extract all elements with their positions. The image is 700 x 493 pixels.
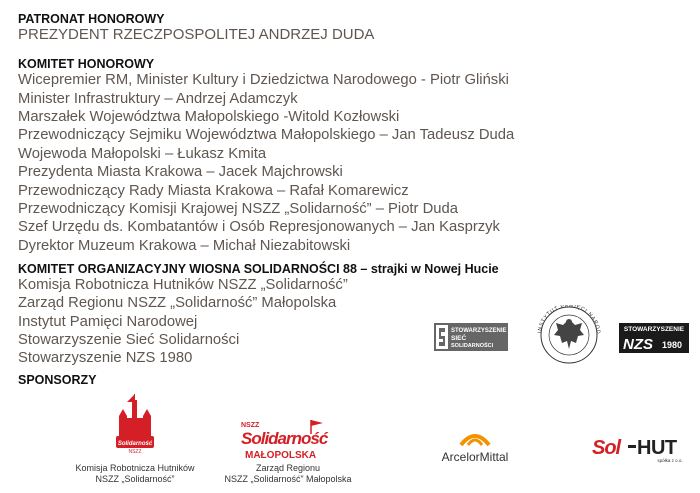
komitet-member: Wojewoda Małopolski – Łukasz Kmita xyxy=(18,146,267,162)
nzs-top: STOWARZYSZENIE xyxy=(623,326,685,333)
patronat-heading: PATRONAT HONOROWY xyxy=(18,12,165,26)
komitet-member: Szef Urzędu ds. Kombatantów i Osób Represjonowanych – Jan Kasprzyk xyxy=(18,219,500,235)
patronat-line: PREZYDENT RZECZPOSPOLITEJ ANDRZEJ DUDA xyxy=(18,26,375,43)
komitet-member: Przewodniczący Rady Miasta Krakowa – Rafał Komarewicz xyxy=(18,183,409,199)
komitet-member: Minister Infrastruktury – Andrzej Adamczyk xyxy=(18,91,298,107)
ipn-logo xyxy=(529,305,609,365)
zr-caption-line1: Zarząd Regionu xyxy=(255,463,321,473)
komitet-heading: KOMITET HONOROWY xyxy=(18,57,155,71)
organizacyjny-member: Stowarzyszenie NZS 1980 xyxy=(18,350,193,366)
siec-line2: SIEĆ xyxy=(451,335,467,342)
komitet-member: Przewodniczący Komisji Krajowej NSZZ „Solidarność” – Piotr Duda xyxy=(18,201,458,217)
komitet-member: Dyrektor Muzeum Krakowa – Michał Niezabitowski xyxy=(18,238,351,254)
zr-nszz: NSZZ xyxy=(241,422,260,429)
krh-caption xyxy=(60,463,210,485)
siec-solidarnosci-logo xyxy=(434,320,508,354)
solhut-small: spółka z o.o. xyxy=(657,458,683,463)
komitet-member: Marszałek Województwa Małopolskiego -Witold Kozłowski xyxy=(18,109,400,125)
organizacyjny-member: Zarząd Regionu NSZZ „Solidarność” Małopolska xyxy=(18,295,337,311)
zr-region: MAŁOPOLSKA xyxy=(245,450,317,461)
arcelor-text: ArcelorMittal xyxy=(441,450,509,464)
komitet-member: Prezydenta Miasta Krakowa – Jacek Majchrowski xyxy=(18,164,343,180)
siec-line3: SOLIDARNOŚCI xyxy=(451,343,494,349)
solhut-logo xyxy=(590,430,690,464)
krh-mark: Solidarność xyxy=(117,441,153,447)
krh-caption-line2: NSZZ „Solidarność” xyxy=(95,474,175,484)
organizacyjny-member: Stowarzyszenie Sieć Solidarności xyxy=(18,332,240,348)
krh-solidarnosc-logo xyxy=(110,392,160,454)
solhut-hut: HUT xyxy=(637,437,677,459)
zr-caption-line2: NSZZ „Solidarność” Małopolska xyxy=(224,474,352,484)
siec-line1: STOWARZYSZENIE xyxy=(451,328,507,334)
organizacyjny-heading: KOMITET ORGANIZACYJNY WIOSNA SOLIDARNOŚCI 88 – strajki w Nowej Hucie xyxy=(18,262,499,276)
arcelormittal-logo xyxy=(428,425,523,467)
sponsorzy-heading: SPONSORZY xyxy=(18,373,97,387)
krh-caption-line1: Komisja Robotnicza Hutników xyxy=(75,463,195,473)
nzs-year: 1980 xyxy=(662,340,683,350)
zr-malopolska-logo xyxy=(233,418,343,464)
organizacyjny-member: Komisja Robotnicza Hutników NSZZ „Solidarność” xyxy=(18,277,348,293)
komitet-member: Przewodniczący Sejmiku Województwa Małopolskiego – Jan Tadeusz Duda xyxy=(18,127,515,143)
ipn-ring-text: INSTYTUT PAMIĘCI NAROD xyxy=(537,305,602,335)
nzs-1980-logo xyxy=(619,323,689,353)
zr-mark: Solidarność xyxy=(241,429,328,448)
solhut-sol: Sol xyxy=(592,437,621,459)
komitet-member: Wicepremier RM, Minister Kultury i Dziedzictwa Narodowego - Piotr Gliński xyxy=(18,72,509,88)
krh-nszz: NSZZ xyxy=(128,449,142,454)
zr-caption xyxy=(218,463,358,485)
nzs-mark: NZS xyxy=(623,336,653,353)
organizacyjny-member: Instytut Pamięci Narodowej xyxy=(18,314,198,330)
